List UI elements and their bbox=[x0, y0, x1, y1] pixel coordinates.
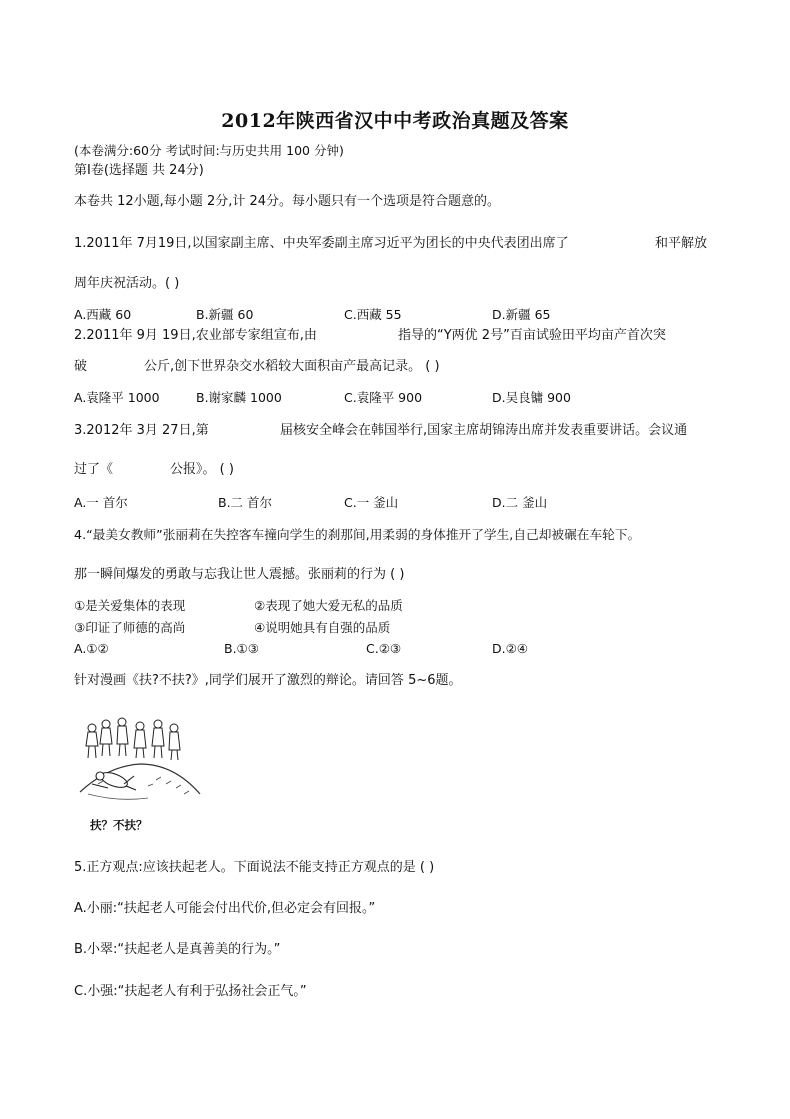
q4-item-1: ①是关爱集体的表现 bbox=[74, 598, 186, 613]
q3-option-b: B.二 首尔 bbox=[218, 495, 273, 510]
q4-item-2: ②表现了她大爱无私的品质 bbox=[254, 598, 403, 613]
q5-option-c: C.小强:“扶起老人有利于弘扬社会正气。” bbox=[74, 984, 307, 999]
q4-stem-part2: 那一瞬间爆发的勇敢与忘我让世人震撼。张丽莉的行为 ( ) bbox=[74, 567, 405, 582]
q4-item-3: ③印证了师德的高尚 bbox=[74, 620, 186, 635]
q3-option-c: C.一 釜山 bbox=[344, 495, 399, 510]
q5-stem: 5.正方观点:应该扶起老人。下面说法不能支持正方观点的是 ( ) bbox=[74, 860, 435, 875]
q3-stem-part2: 届核安全峰会在韩国举行,国家主席胡锦涛出席并发表重要讲话。会议通 bbox=[280, 423, 688, 438]
section-heading: 第Ⅰ卷(选择题 共 24分) bbox=[74, 163, 204, 178]
cartoon-intro: 针对漫画《扶?不扶?》,同学们展开了激烈的辩论。请回答 5~6题。 bbox=[74, 673, 462, 688]
q2-stem-part3: 破 bbox=[74, 359, 88, 374]
q5-option-a: A.小丽:“扶起老人可能会付出代价,但必定会有回报。” bbox=[74, 901, 376, 916]
instructions: 本卷共 12小题,每小题 2分,计 24分。每小题只有一个选项是符合题意的。 bbox=[74, 194, 501, 209]
q4-option-c: C.②③ bbox=[366, 641, 402, 656]
q1-option-b: B.新疆 60 bbox=[196, 307, 254, 322]
document-title: 2012年陕西省汉中中考政治真题及答案 bbox=[221, 110, 569, 132]
q1-option-a: A.西藏 60 bbox=[74, 307, 132, 322]
q1-stem-part3: 周年庆祝活动。( ) bbox=[74, 276, 180, 291]
cartoon-caption: 扶？不扶？ bbox=[90, 818, 148, 832]
q1-option-d: D.新疆 65 bbox=[492, 307, 551, 322]
q3-stem-part1: 3.2012年 3月 27日,第 bbox=[74, 423, 209, 438]
q1-option-c: C.西藏 55 bbox=[344, 307, 402, 322]
q1-stem-part1: 1.2011年 7月19日,以国家副主席、中央军委副主席习近平为团长的中央代表团出席了 bbox=[74, 236, 569, 251]
q5-option-b: B.小翠:“扶起老人是真善美的行为。” bbox=[74, 942, 281, 957]
q4-stem-part1: 4.“最美女教师”张丽莉在失控客车撞向学生的刹那间,用柔弱的身体推开了学生,自己却被碾在车轮下。 bbox=[74, 527, 641, 542]
q3-stem-part4: 公报》。 ( ) bbox=[170, 462, 234, 477]
q2-stem-part1: 2.2011年 9月 19日,农业部专家组宣布,由 bbox=[74, 328, 317, 343]
q2-option-a: A.袁隆平 1000 bbox=[74, 390, 160, 405]
exam-meta: (本卷满分:60分 考试时间:与历史共用 100 分钟) bbox=[74, 143, 344, 158]
q2-option-c: C.袁隆平 900 bbox=[344, 390, 423, 405]
q3-option-a: A.一 首尔 bbox=[74, 495, 128, 510]
q2-stem-part2: 指导的“Y两优 2号”百亩试验田平均亩产首次突 bbox=[398, 328, 666, 343]
q2-stem-part4: 公斤,创下世界杂交水稻较大面积亩产最高记录。 ( ) bbox=[144, 359, 440, 374]
q2-option-b: B.谢家麟 1000 bbox=[196, 390, 282, 405]
q4-option-a: A.①② bbox=[74, 641, 109, 656]
q4-option-d: D.②④ bbox=[492, 641, 529, 656]
q4-option-b: B.①③ bbox=[224, 641, 259, 656]
q4-item-4: ④说明她具有自强的品质 bbox=[254, 620, 391, 635]
q1-stem-part2: 和平解放 bbox=[655, 236, 708, 251]
q2-option-d: D.吴良镛 900 bbox=[492, 390, 571, 405]
cartoon-illustration bbox=[78, 714, 202, 832]
q3-option-d: D.二 釜山 bbox=[492, 495, 548, 510]
q3-stem-part3: 过了《 bbox=[74, 462, 114, 477]
cartoon-drawing bbox=[78, 714, 202, 832]
